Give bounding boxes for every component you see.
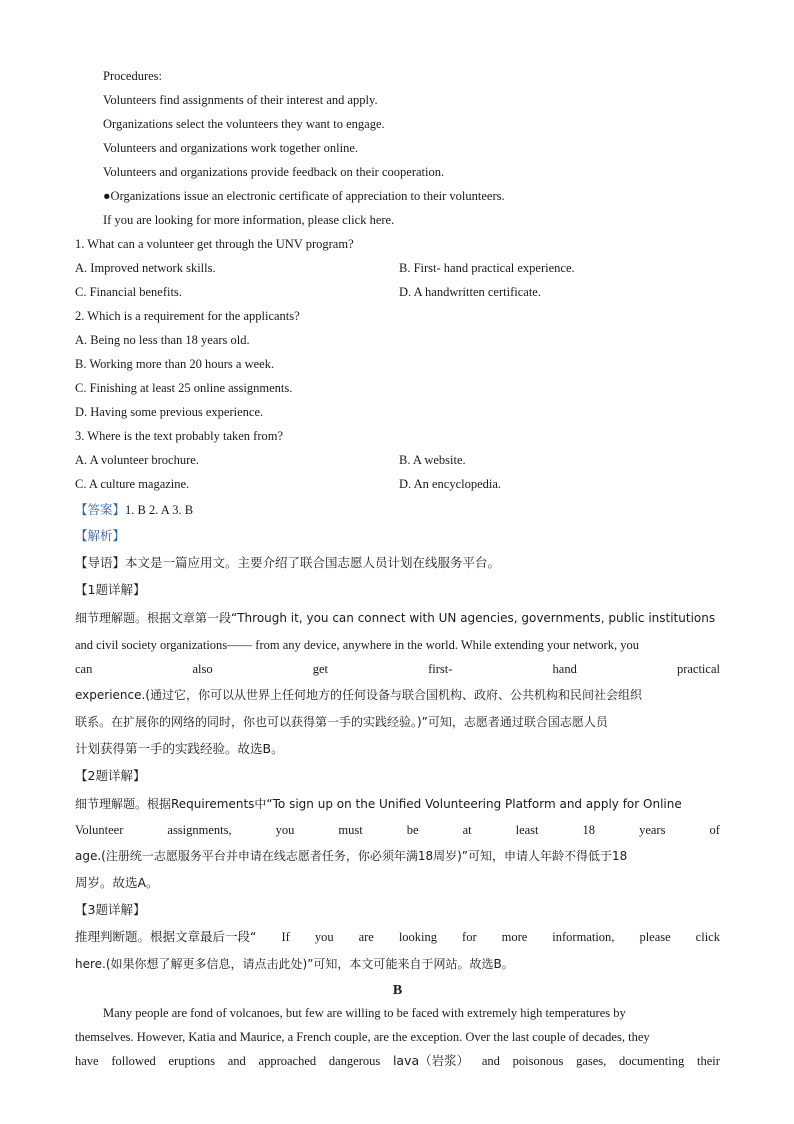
question-option: C. Finishing at least 25 online assignments. <box>75 381 293 395</box>
word: practical <box>676 662 720 676</box>
word: assignments, <box>167 823 232 837</box>
analysis-label: 【解析】 <box>75 528 126 543</box>
word: approached <box>258 1054 317 1068</box>
question-stem: 2. Which is a requirement for the applicants? <box>75 309 300 323</box>
question-option: A. Being no less than 18 years old. <box>75 333 250 347</box>
detail2-line: 周岁。故选A。 <box>75 875 159 890</box>
question-option: D. An encyclopedia. <box>399 477 502 491</box>
word: first- <box>428 662 453 676</box>
detail2-line: age.(注册统一志愿服务平台并申请在线志愿者任务，你必须年满18周岁)”可知，申请人年龄不得低于18 <box>75 849 628 863</box>
procedure-step: Volunteers and organizations provide feedback on their cooperation. <box>103 165 445 179</box>
word: for <box>462 930 477 944</box>
word: looking <box>398 930 438 944</box>
detail1-line: experience.(通过它，你可以从世界上任何地方的任何设备与联合国机构、政府、公共机构和民间社会组织 <box>75 688 643 702</box>
question-option: A. A volunteer brochure. <box>75 453 199 467</box>
detail2-line: 细节理解题。根据Requirements中“To sign up on the Unified Volunteering Platform and apply for Online <box>75 797 682 811</box>
question-option: D. Having some previous experience. <box>75 405 264 419</box>
word: can <box>75 662 93 676</box>
section-b-justified-line <box>75 1053 720 1069</box>
word: eruptions <box>168 1054 216 1068</box>
section-b-title: B <box>392 983 403 998</box>
answer-line <box>75 502 720 518</box>
detail3-label: 【3题详解】 <box>75 902 146 917</box>
word: lava（岩浆） <box>392 1053 470 1068</box>
word: and <box>227 1054 246 1068</box>
word: and <box>481 1054 500 1068</box>
word: more <box>501 930 528 944</box>
procedure-step: ●Organizations issue an electronic certificate of appreciation to their volunteers. <box>103 189 505 203</box>
detail2-label: 【2题详解】 <box>75 768 146 783</box>
word: must <box>338 823 363 837</box>
word: years <box>639 823 666 837</box>
word: have <box>75 1054 99 1068</box>
question-option: D. A handwritten certificate. <box>399 285 541 299</box>
detail1-line: 计划获得第一手的实践经验。故选B。 <box>75 741 284 756</box>
question-option: A. Improved network skills. <box>75 261 216 275</box>
word: least <box>515 823 539 837</box>
question-option: B. First- hand practical experience. <box>399 261 575 275</box>
question-stem: 1. What can a volunteer get through the UNV program? <box>75 237 354 251</box>
word: dangerous <box>328 1054 381 1068</box>
word: click <box>695 930 720 944</box>
procedure-step: Volunteers and organizations work together online. <box>103 141 359 155</box>
procedures-heading: Procedures: <box>103 69 163 83</box>
word: are <box>358 930 374 944</box>
word: documenting <box>618 1054 685 1068</box>
word: followed <box>111 1054 156 1068</box>
word: poisonous <box>512 1054 564 1068</box>
word: be <box>406 823 419 837</box>
word: at <box>462 823 472 837</box>
procedure-step: Volunteers find assignments of their interest and apply. <box>103 93 378 107</box>
detail1-justified-line <box>75 661 720 677</box>
question-option: B. Working more than 20 hours a week. <box>75 357 275 371</box>
word: you <box>314 930 334 944</box>
question-option: B. A website. <box>399 453 466 467</box>
section-b-line: Many people are fond of volcanoes, but few are willing to be faced with extremely high temperatures by <box>103 1006 626 1020</box>
detail3-line: here.(如果你想了解更多信息，请点击此处)”可知，本文可能来自于网站。故选B。 <box>75 957 514 971</box>
question-option: C. Financial benefits. <box>75 285 182 299</box>
detail1-line: 细节理解题。根据文章第一段“Through it, you can connect with UN agencies, governments, public institutions <box>75 611 716 625</box>
guide-line <box>75 555 720 571</box>
guide-label: 【导语】 <box>75 555 126 570</box>
detail1-line: and civil society organizations—— from any device, anywhere in the world. While extending your network, you <box>75 638 639 652</box>
guide-text: 本文是一篇应用文。主要介绍了联合国志愿人员计划在线服务平台。 <box>125 555 501 570</box>
procedure-step: Organizations select the volunteers they want to engage. <box>103 117 385 131</box>
detail3-justified-line <box>75 929 720 945</box>
word: 18 <box>582 823 596 837</box>
word: information, <box>552 930 615 944</box>
detail1-line: 联系。在扩展你的网络的同时，你也可以获得第一手的实践经验。)”可知，志愿者通过联合国志愿人员 <box>75 715 608 729</box>
word: Volunteer <box>75 823 124 837</box>
question-option: C. A culture magazine. <box>75 477 190 491</box>
word: their <box>696 1054 720 1068</box>
question-stem: 3. Where is the text probably taken from? <box>75 429 284 443</box>
word: of <box>709 823 720 837</box>
word: 推理判断题。根据文章最后一段“ <box>75 929 257 944</box>
word: hand <box>552 662 577 676</box>
answer-label: 【答案】 <box>75 502 126 517</box>
word: please <box>639 930 671 944</box>
answer-text: 1. B 2. A 3. B <box>125 503 194 517</box>
word: If <box>281 930 290 944</box>
detail1-label: 【1题详解】 <box>75 582 146 597</box>
more-info-text: If you are looking for more information, please click here. <box>103 213 395 227</box>
word: gases, <box>576 1054 607 1068</box>
word: you <box>275 823 295 837</box>
detail2-justified-line <box>75 822 720 838</box>
word: get <box>312 662 328 676</box>
section-b-line: themselves. However, Katia and Maurice, a French couple, are the exception. Over the last couple of decades, they <box>75 1030 650 1044</box>
word: also <box>192 662 213 676</box>
